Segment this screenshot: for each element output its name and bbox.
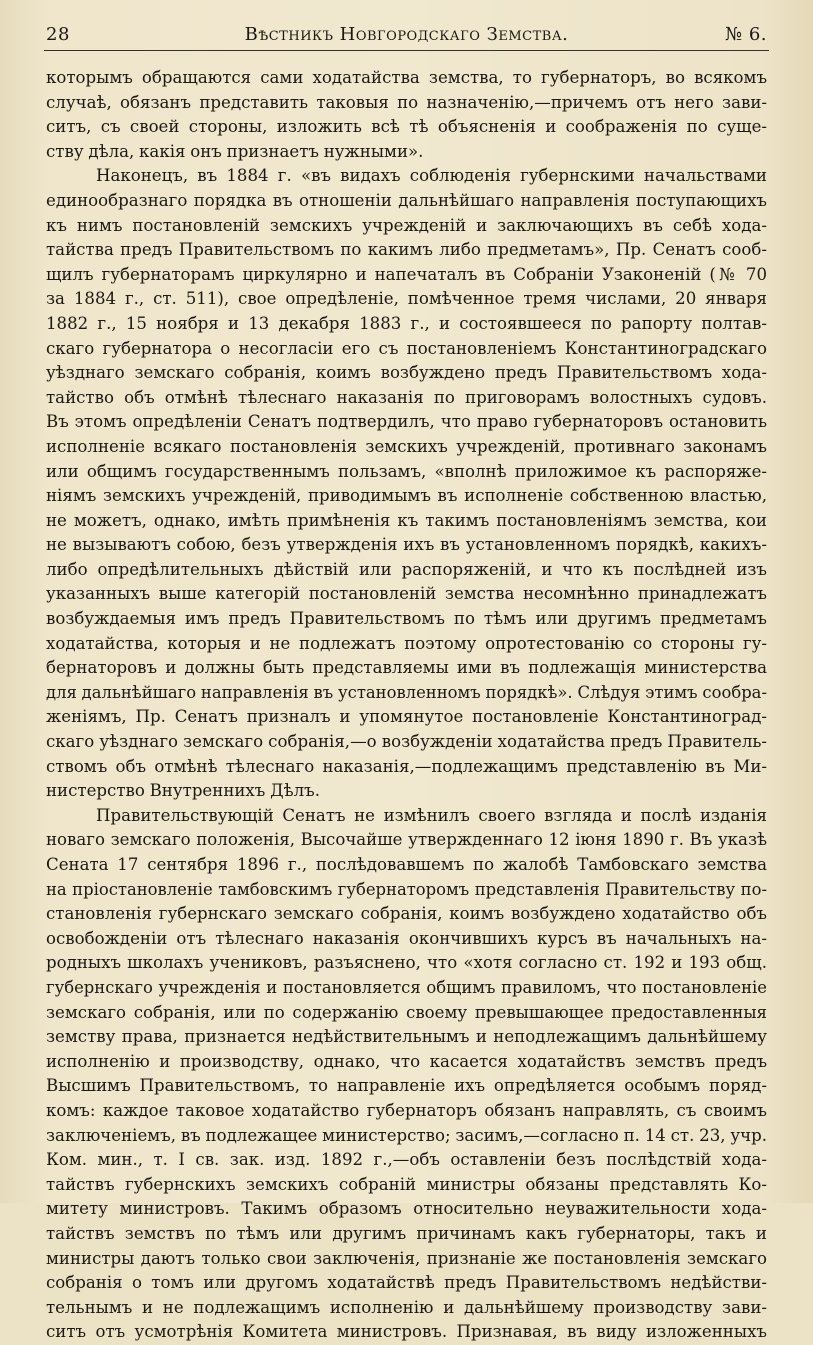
text-line: щилъ губернаторамъ циркулярно и напечаталъ въ Собраніи Узаконеній (№ 70 [46, 264, 767, 284]
page-header [44, 20, 769, 51]
text-line: ходатайства, которыя и не подлежатъ поэтому опротестованію со стороны гу- [46, 633, 767, 653]
text-line: исполненіе всякаго постановленія земскихъ учрежденій, противнаго законамъ [46, 436, 767, 456]
text-line: собранія о томъ или другомъ ходатайствѣ предъ Правительствомъ недѣйстви- [46, 1273, 767, 1293]
journal-title: Вѣстникъ Новгородскаго Земства. [244, 24, 569, 45]
text-line: Въ этомъ опредѣленіи Сенатъ подтвердилъ, что право губернаторовъ остановить [46, 412, 767, 432]
text-line: указанныхъ выше категорій постановленій земства несомнѣнно принадлежатъ [46, 584, 767, 604]
text-line: Ком. мин., т. I св. зак. изд. 1892 г.,—объ оставленіи безъ послѣдствій хода- [46, 1150, 767, 1170]
text-line: 1882 г., 15 ноября и 13 декабря 1883 г., и состоявшееся по рапорту полтав- [46, 313, 767, 333]
text-line: женіямъ, Пр. Сенатъ призналъ и упомянутое постановленіе Константиноград- [46, 707, 767, 727]
text-line: ніямъ земскихъ учрежденій, приводимымъ въ исполненіе собственною властью, [46, 486, 767, 506]
text-line: земству права, признается недѣйствительнымъ и неподлежащимъ дальнѣйшему [46, 1027, 767, 1047]
text-line: возбуждаемыя имъ предъ Правительствомъ по тѣмъ или другимъ предметамъ [46, 609, 767, 629]
text-line: для дальнѣйшаго направленія въ установленномъ порядкѣ». Слѣдуя этимъ сообра- [46, 682, 767, 702]
text-line: скаго уѣзднаго земскаго собранія,—о возбужденіи ходатайства предъ Правитель- [46, 732, 767, 752]
text-line: комъ: каждое таковое ходатайство губернаторъ обязанъ направлять, съ своимъ [46, 1100, 767, 1120]
text-line: либо опредѣлительныхъ дѣйствій или распоряженій, и что къ послѣдней изъ [46, 559, 767, 579]
text-line: или общимъ государственнымъ пользамъ, «вполнѣ приложимое къ распоряже- [46, 461, 767, 481]
text-line: министры даютъ только свои заключенія, признаніе же постановленія земскаго [46, 1248, 767, 1268]
text-line: ству дѣла, какія онъ признаетъ нужными». [46, 141, 424, 161]
text-line: которымъ обращаются сами ходатайства земства, то губернаторъ, во всякомъ [46, 68, 767, 87]
text-line: единообразнаго порядка въ отношеніи дальнѣйшаго направленія поступающихъ [46, 190, 767, 210]
text-line: къ нимъ постановленій земскихъ учрежденій и заключающихъ въ себѣ хода- [46, 215, 767, 235]
text-line: тайство объ отмѣнѣ тѣлеснаго наказанія по приговорамъ волостныхъ судовъ. [46, 387, 767, 407]
text-line: тайствъ губернскихъ земскихъ собраній министры обязаны представлять Ко- [46, 1174, 767, 1194]
text-line: за 1884 г., ст. 511), свое опредѣленіе, помѣченное тремя числами, 20 января [46, 289, 767, 309]
text-line: тайствъ земствъ по тѣмъ или другимъ причинамъ какъ губернаторы, такъ и [46, 1223, 767, 1243]
text-line: уѣзднаго земскаго собранія, коимъ возбуждено предъ Правительствомъ хода- [46, 363, 767, 383]
text-line: бернаторовъ и должны быть представляемы ими въ подлежащія министерства [46, 658, 767, 678]
text-line: земскаго собранія, или по содержанію своему превышающее предоставленныя [46, 1002, 767, 1022]
text-line: ситъ отъ усмотрѣнія Комитета министровъ. Признавая, въ виду изложенныхъ [46, 1322, 767, 1342]
body-text [46, 66, 767, 1345]
text-line: освобожденіи отъ тѣлеснаго наказанія окончившихъ курсъ въ начальныхъ на- [46, 928, 767, 948]
text-line: Сената 17 сентября 1896 г., послѣдовавшемъ по жалобѣ Тамбовскаго земства [46, 855, 767, 874]
text-line: тельнымъ и не подлежащимъ исполненію и дальнѣйшему производству зави- [46, 1297, 767, 1317]
text-line: губернскаго учрежденія и постановляется общимъ правиломъ, что постановленіе [46, 977, 767, 997]
text-line: Наконецъ, въ 1884 г. «въ видахъ соблюденія губернскими начальствами [96, 166, 767, 186]
text-line: новаго земскаго положенія, Высочайше утвержденнаго 12 іюня 1890 г. Въ указѣ [46, 830, 767, 850]
text-line: Правительствующій Сенатъ не измѣнилъ своего взгляда и послѣ изданія [96, 805, 767, 825]
issue-number: № 6. [725, 24, 767, 45]
text-line: Высшимъ Правительствомъ, то направленіе ихъ опредѣляется особымъ поряд- [46, 1076, 767, 1096]
text-line: становленія губернскаго земскаго собранія, коимъ возбуждено ходатайство объ [46, 904, 767, 924]
text-line: тайства предъ Правительствомъ по какимъ либо предметамъ», Пр. Сенатъ сооб- [46, 240, 767, 260]
text-line: митету министровъ. Такимъ образомъ относительно неуважительности хода- [46, 1199, 767, 1219]
text-line: не можетъ, однако, имѣть примѣненія къ такимъ постановленіямъ земства, кои [46, 510, 767, 530]
page-number: 28 [46, 24, 70, 45]
text-line: не вызываютъ собою, безъ утвержденія ихъ въ установленномъ порядкѣ, какихъ- [46, 535, 767, 555]
text-line: скаго губернатора о несогласіи его съ постановленіемъ Константиноградскаго [46, 338, 767, 358]
text-line: нистерство Внутреннихъ Дѣлъ. [46, 781, 320, 801]
text-line: ствомъ объ отмѣнѣ тѣлеснаго наказанія,—подлежащимъ представленію въ Ми- [46, 756, 767, 776]
text-line: родныхъ школахъ учениковъ, разъяснено, что «хотя согласно ст. 192 и 193 общ. [46, 953, 767, 973]
text-line: случаѣ, обязанъ представить таковыя по назначенію,—причемъ отъ него зави- [46, 92, 767, 112]
text-line: ситъ, съ своей стороны, изложить всѣ тѣ объясненія и соображенія по суще- [46, 117, 767, 137]
text-line: заключеніемъ, въ подлежащее министерство; засимъ,—согласно п. 14 ст. 23, учр. [46, 1125, 767, 1145]
text-line: исполненію и производству, однако, что касается ходатайствъ земствъ предъ [46, 1051, 767, 1071]
text-line: на пріостановленіе тамбовскимъ губернаторомъ представленія Правительству по- [46, 879, 767, 899]
